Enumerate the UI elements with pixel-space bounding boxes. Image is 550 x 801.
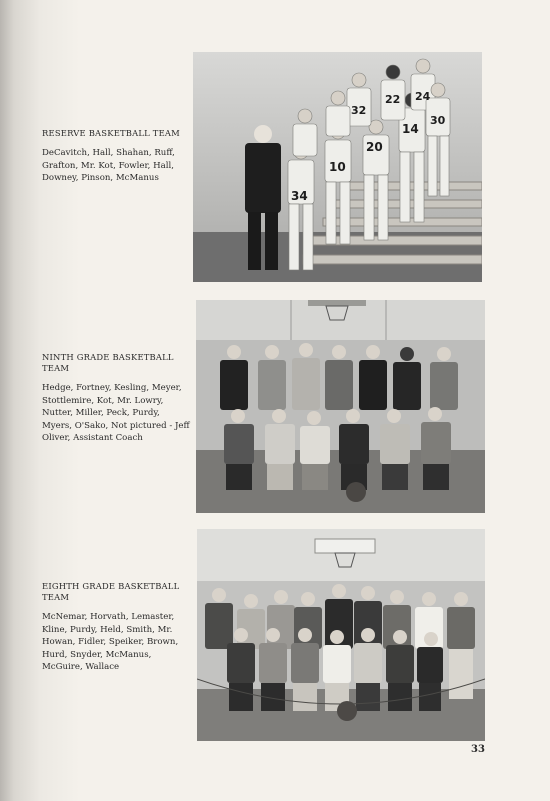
jersey-number: 10 — [329, 160, 346, 174]
reserve-team-photo — [193, 52, 482, 282]
eighth-grade-team-photo — [197, 529, 485, 741]
page-number: 33 — [471, 744, 485, 755]
eighth-grade-title: EIGHTH GRADE BASKETBALL TEAM — [42, 581, 180, 602]
reserve-team-caption — [42, 128, 190, 185]
reserve-team-title: RESERVE BASKETBALL TEAM — [42, 128, 180, 138]
jersey-number: 30 — [430, 114, 446, 127]
eighth-grade-team-photo-drawing — [197, 529, 485, 741]
basketball — [346, 482, 366, 502]
jersey-number: 24 — [415, 90, 431, 103]
ninth-grade-team-photo-drawing — [196, 300, 485, 513]
jersey-number: 32 — [351, 104, 367, 117]
ninth-grade-team-photo — [196, 300, 485, 513]
ninth-grade-names: Hedge, Fortney, Kesling, Meyer, Stottlemire, Kot, Mr. Lowry, Nutter, Miller, Peck, Purdy, Myers, O'Sako, Not pictured - Jeff Oliver, Assistant Coach — [42, 383, 190, 444]
eighth-grade-names: McNemar, Horvath, Lemaster, Kline, Purdy, Held, Smith, Mr. Howan, Fidler, Speiker, Brown, Hurd, Snyder, McManus, McGuire, Wallace — [42, 612, 179, 673]
reserve-team-names: DeCavitch, Hall, Shahan, Ruff, Grafton, Mr. Kot, Fowler, Hall, Downey, Pinson, McManus — [42, 148, 175, 184]
ninth-grade-caption — [42, 352, 190, 445]
jersey-number: 22 — [385, 93, 401, 106]
jersey-number: 20 — [366, 140, 383, 154]
jersey-number: 34 — [291, 189, 308, 203]
jersey-number: 14 — [402, 122, 419, 136]
ninth-grade-title: NINTH GRADE BASKETBALL TEAM — [42, 352, 174, 373]
eighth-grade-caption — [42, 581, 190, 674]
reserve-team-photo-drawing — [193, 52, 482, 282]
